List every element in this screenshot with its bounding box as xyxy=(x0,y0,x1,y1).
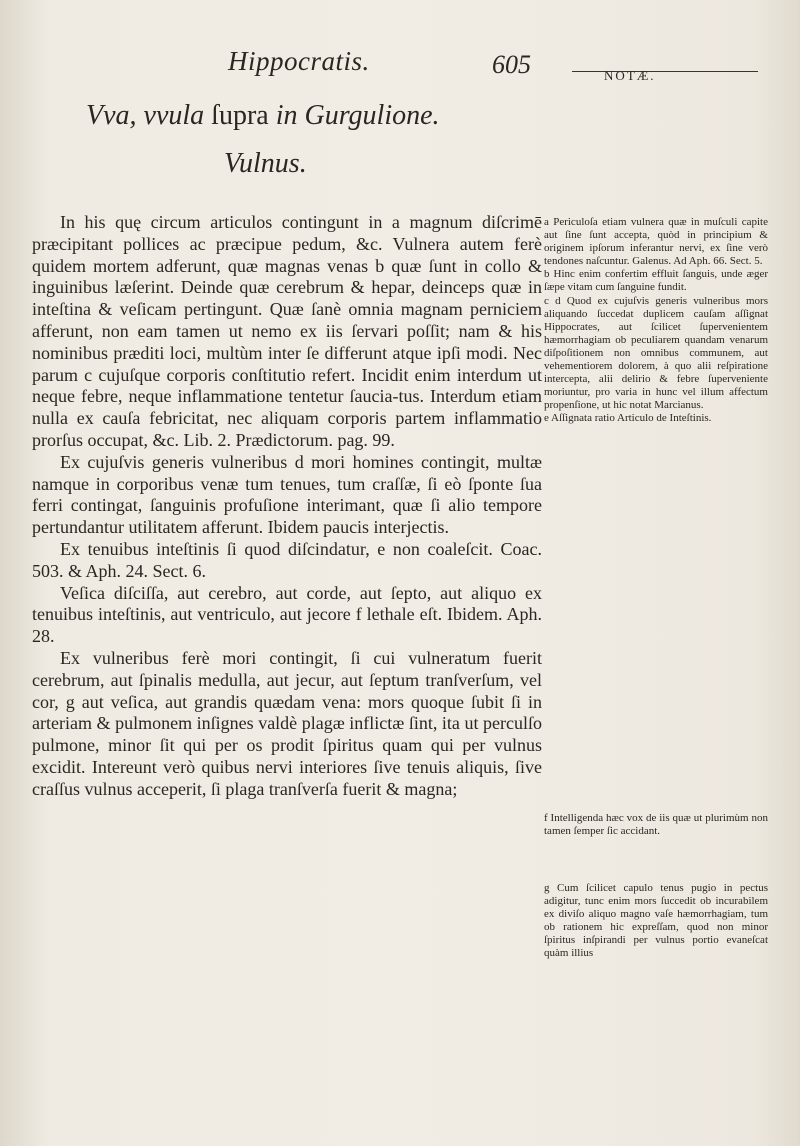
notes-label: NOTÆ. xyxy=(604,68,656,83)
paragraph-1: In his quę circum articulos contingunt in a magnum diſcrimē præcipitant pollices ac præcipue pedum, &c. Vulnera autem ferè quidem mortem adferunt, quæ magnas venas b quæ ſunt in collo & inguinibus læſerint. Deinde quæ cerebrum & hepar, deinceps quæ in inteſtina & veſicam pertingunt. Quæ ſanè omnia magnam perniciem afferunt, non eam tamen ut nemo ex iis ſervari poſſit; nam & his nominibus præditi loci, multùm inter ſe differunt atque ipſi modi. Nec parum c cujuſque corporis conſtitutio refert. Incidit enim interdum ut neque febre, neque inflammatione tentetur ſaucia-tus. Interdum etiam nulla ex cauſa febricitat, nec aliquam corporis partem inflammatio prorſus occupat, &c. Lib. 2. Prædictorum. pag. 99. xyxy=(32,212,542,450)
note-g: g Cum ſcilicet capulo tenus pugio in pectus adigitur, tunc enim mors ſuccedit ob incurabilem ex diviſo aliquo magno vaſe hæmorrhagiam, tum ob rationem hic expreſſam, quod non minor ſpiritus inſpirandi per vulnus portio evaneſcat quàm illius xyxy=(544,882,768,960)
main-text-column xyxy=(32,212,542,801)
paragraph-3: Ex tenuibus inteſtinis ſi quod diſcindatur, e non coaleſcit. Coac. 503. & Aph. 24. Sect. 6. xyxy=(32,538,542,581)
note-cd: c d Quod ex cujuſvis generis vulneribus mors aliquando ſuccedat duplicem cauſam aſſignat Hippocrates, aut ſcilicet ſupervenientem hæmorrhagiam ob peculiarem quandam venarum diſpoſitionem non omnibus communem, aut vehementiorem dolorem, à quo alii reſpirationе interceptа, alii delirio & febre ſupervenientе moriuntur, pro varia in hunc vel illum affectum propenſione, ut hic notat Marcianus. xyxy=(544,294,768,412)
note-a: a Periculoſa etiam vulnera quæ in muſculi capite aut ſine ſunt accepta, quòd in principium & originem ipſorum inferantur nervi, ex ſine verò tendones naſcuntur. Galenus. Ad Aph. 66. Sect. 5. xyxy=(544,216,768,268)
section-heading-uva xyxy=(86,100,566,132)
paragraph-2: Ex cujuſvis generis vulneribus d mori homines contingit, multæ namque in corporibus venæ tum tenues, tum craſſæ, ſi eò ſponte ſua ferri contingat, ſanguinis profuſione interimant, quæ ſi alio tempore pertundantur utilitatem afferunt. Ibidem paucis interjectis. xyxy=(32,451,542,538)
heading-suffix: in Gurgulione. xyxy=(275,100,440,131)
paragraph-5: Ex vulneribus ferè mori contingit, ſi cui vulneratum fuerit cerebrum, aut ſpinalis medulla, aut jecur, aut ſeptum tranſverſum, vel cor, g aut veſica, aut grandis quædam vena: mors quoque ſubit ſi in arteriam & pulmonem inſignes valdè plagæ inflictæ ſint, ita ut perculſo pulmone, minor ſit qui per os prodit ſpiritus quam qui per vulnus excidit. Intereunt verò quibus nervi interiores ſive tenuis aliquis, ſive craſſus vulnus acceperit, ſi plaga tranſverſa fuerit & magna; xyxy=(32,647,542,799)
heading-middle: ſupra xyxy=(211,100,269,131)
heading-prefix: Vva, vvula xyxy=(86,100,205,131)
margin-note-g xyxy=(544,882,768,961)
page-number: 605 xyxy=(492,50,531,79)
section-heading-vulnus: Vulnus. xyxy=(224,148,307,179)
margin-note-f xyxy=(544,812,768,838)
note-b: b Hinc enim confertim effluit ſanguis, unde æger ſæpe vitam cum ſanguine fundit. xyxy=(544,268,768,294)
paragraph-4: Veſica diſciſſa, aut cerebro, aut corde, aut ſepto, aut aliquo ex tenuibus inteſtinis, aut ventriculo, aut jecore f lethale eſt. Ibidem. Aph. 28. xyxy=(32,582,542,647)
note-e: e Aſſignata ratio Articulo de Inteſtinis. xyxy=(544,412,712,425)
note-f: f Intelligenda hæc vox de iis quæ ut plurimùm non tamen ſemper ſic accidant. xyxy=(544,812,768,838)
running-head-title: Hippocratis. xyxy=(228,46,370,76)
margin-notes-top xyxy=(544,216,768,426)
